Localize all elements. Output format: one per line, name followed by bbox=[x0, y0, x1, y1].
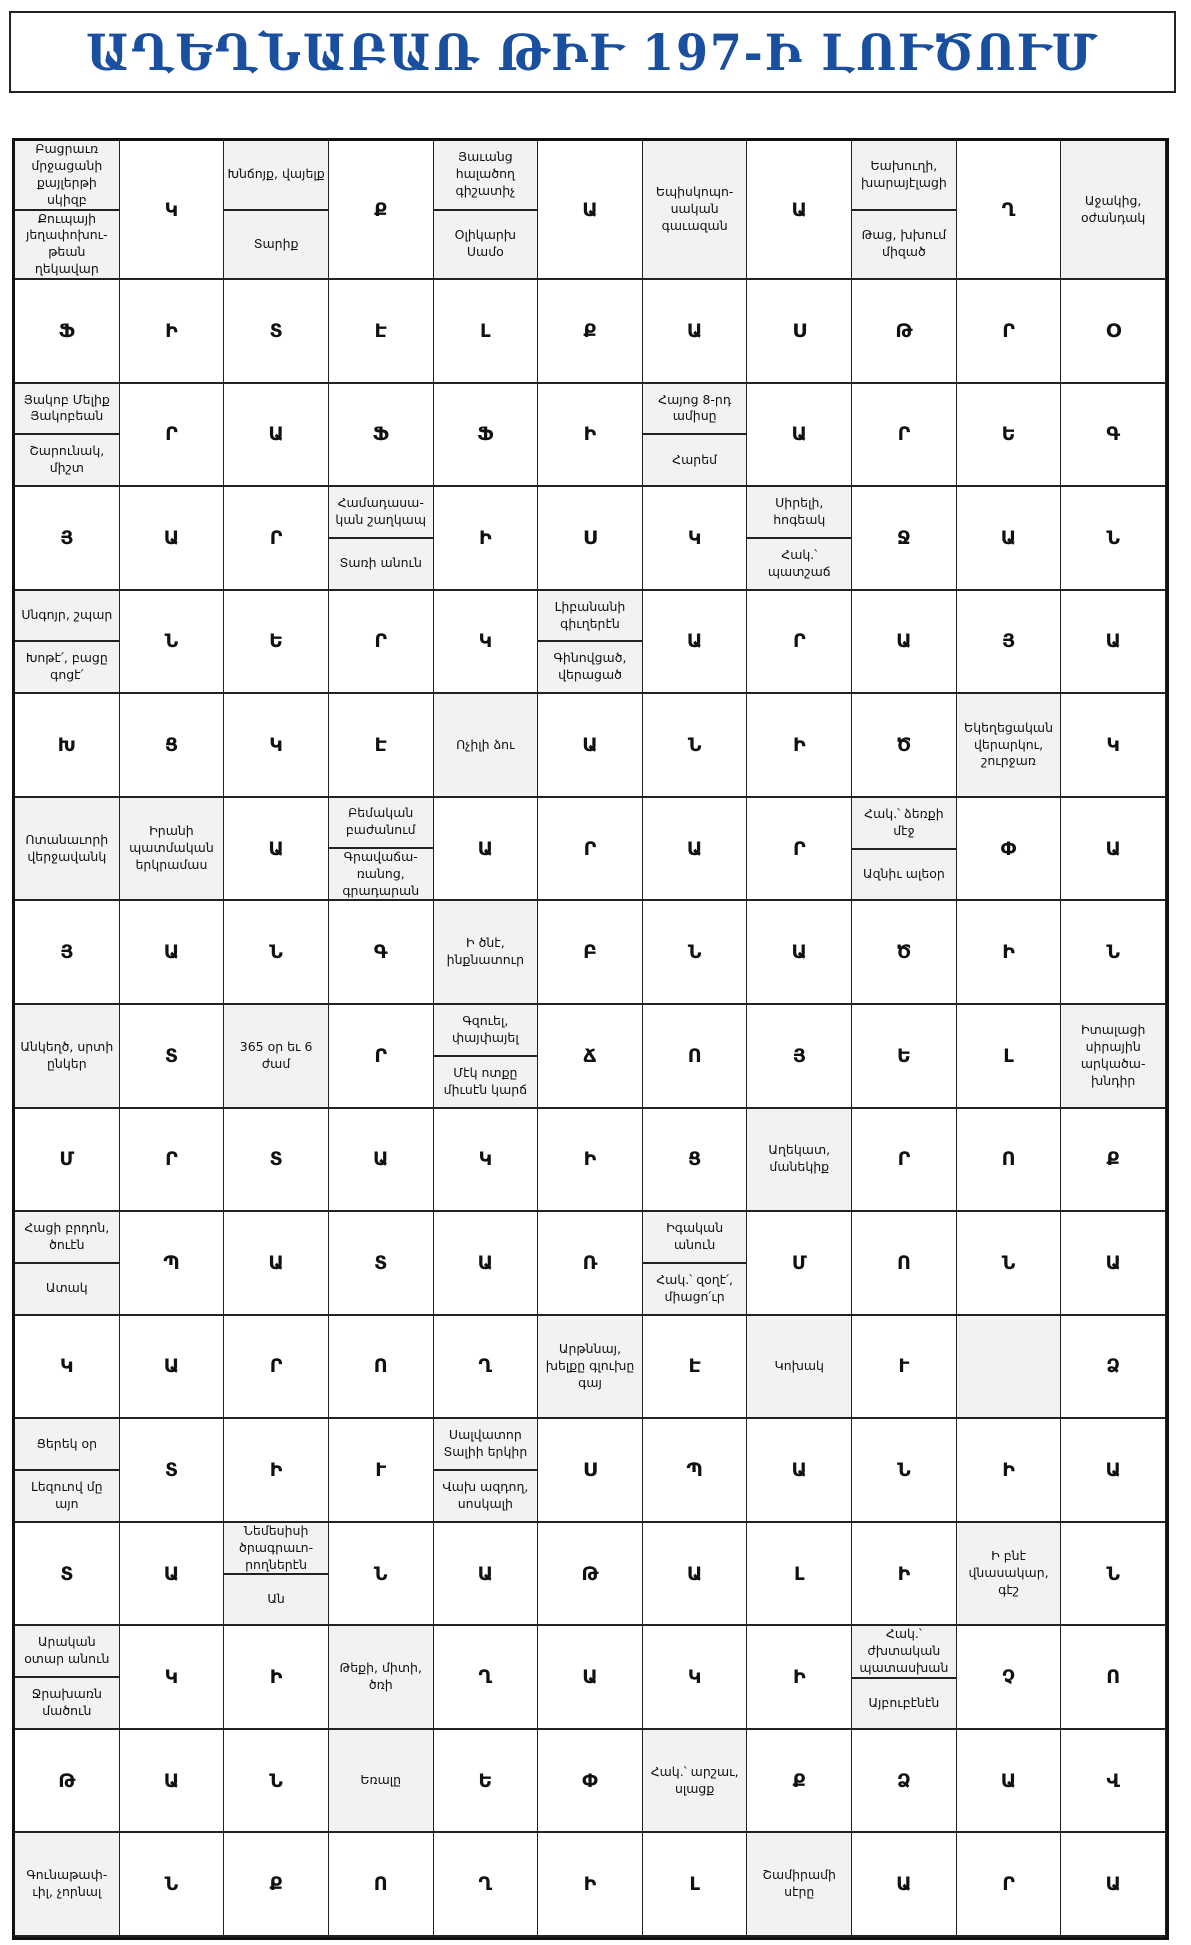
letter-cell[interactable]: Ա bbox=[434, 798, 539, 902]
letter-cell[interactable]: Ա bbox=[1061, 1212, 1166, 1316]
letter-cell[interactable]: Ձ bbox=[1061, 1316, 1166, 1420]
clue-text: Հակ.՝ արշաւ, սլացք bbox=[650, 1763, 739, 1796]
double-clue-cell bbox=[15, 1626, 120, 1730]
letter-cell[interactable]: Ն bbox=[120, 1833, 225, 1937]
letter-cell[interactable]: Կ bbox=[643, 1626, 748, 1730]
letter-cell[interactable]: Ա bbox=[747, 384, 852, 488]
letter-cell[interactable]: Ա bbox=[434, 1212, 539, 1316]
letter-cell[interactable]: Խ bbox=[15, 694, 120, 798]
clue-text: Իտալացի սիրային արկածա-խնդիր bbox=[1080, 1021, 1146, 1088]
clue-text-top: Հակ.՝ ձեռքի մէջ bbox=[852, 798, 956, 850]
clue-text-bottom: Այբուբէնէն bbox=[868, 1694, 940, 1710]
clue-cell bbox=[538, 1316, 643, 1420]
letter-cell[interactable]: Ա bbox=[224, 384, 329, 488]
letter-cell[interactable]: Ք bbox=[1061, 1109, 1166, 1213]
double-clue-cell bbox=[15, 591, 120, 695]
letter-cell[interactable]: Ճ bbox=[538, 1005, 643, 1109]
title-banner bbox=[9, 11, 1176, 93]
clue-cell bbox=[643, 1730, 748, 1834]
double-clue-cell bbox=[329, 798, 434, 902]
letter-cell[interactable]: Տ bbox=[15, 1523, 120, 1627]
letter-cell[interactable]: Ր bbox=[329, 591, 434, 695]
letter-cell[interactable]: Ն bbox=[1061, 1523, 1166, 1627]
letter-cell[interactable]: Լ bbox=[957, 1005, 1062, 1109]
letter-cell[interactable]: Ո bbox=[329, 1316, 434, 1420]
letter-cell[interactable]: Ա bbox=[538, 1626, 643, 1730]
double-clue-cell bbox=[329, 487, 434, 591]
clue-text: Կոխակ bbox=[774, 1357, 824, 1373]
letter-cell[interactable]: Գ bbox=[329, 901, 434, 1005]
clue-text-bottom: Օլիկարխ Սամօ bbox=[454, 227, 517, 260]
letter-cell[interactable]: Ա bbox=[120, 487, 225, 591]
letter-cell[interactable]: Ա bbox=[852, 591, 957, 695]
clue-text: Թեքի, միտի, ծռի bbox=[339, 1660, 422, 1693]
letter-cell[interactable]: Ք bbox=[329, 141, 434, 280]
letter-cell[interactable]: Ր bbox=[538, 798, 643, 902]
letter-cell[interactable]: Ա bbox=[224, 798, 329, 902]
clue-text-top: Բացրաւռ մրջացանի քայլերթի սկիզբ bbox=[15, 141, 119, 211]
letter-cell[interactable]: Ո bbox=[643, 1005, 748, 1109]
letter-cell[interactable]: Ն bbox=[643, 694, 748, 798]
clue-text-top: Հայոց 8-րդ ամիսը bbox=[643, 384, 747, 436]
letter-cell[interactable]: Կ bbox=[15, 1316, 120, 1420]
clue-text-top: Հացի բրդոն, ծուէն bbox=[15, 1212, 119, 1264]
letter-cell[interactable]: Ի bbox=[434, 487, 539, 591]
clue-cell bbox=[747, 1316, 852, 1420]
letter-cell[interactable]: Թ bbox=[538, 1523, 643, 1627]
letter-cell[interactable]: Է bbox=[329, 694, 434, 798]
letter-cell[interactable]: Ի bbox=[957, 901, 1062, 1005]
double-clue-cell bbox=[852, 141, 957, 280]
double-clue-cell bbox=[434, 141, 539, 280]
clue-text: Եռալը bbox=[360, 1772, 402, 1788]
letter-cell[interactable]: Լ bbox=[747, 1523, 852, 1627]
letter-cell[interactable]: Ր bbox=[747, 591, 852, 695]
double-clue-cell bbox=[538, 591, 643, 695]
clue-cell bbox=[15, 798, 120, 902]
clue-cell bbox=[957, 694, 1062, 798]
letter-cell[interactable]: Լ bbox=[434, 280, 539, 384]
letter-cell[interactable]: Ձ bbox=[852, 1730, 957, 1834]
double-clue-cell bbox=[15, 1419, 120, 1523]
letter-cell[interactable]: Կ bbox=[120, 1626, 225, 1730]
clue-cell bbox=[434, 694, 539, 798]
letter-cell[interactable]: Կ bbox=[224, 694, 329, 798]
letter-cell[interactable]: Ց bbox=[643, 1109, 748, 1213]
letter-cell[interactable]: Ի bbox=[538, 1833, 643, 1937]
letter-cell[interactable]: Ր bbox=[224, 487, 329, 591]
letter-cell[interactable]: Ն bbox=[957, 1212, 1062, 1316]
letter-cell[interactable]: Ֆ bbox=[329, 384, 434, 488]
letter-cell[interactable]: Ս bbox=[747, 280, 852, 384]
double-clue-cell bbox=[434, 1005, 539, 1109]
clue-text: Գունաթափ-ւիլ, չորնալ bbox=[26, 1867, 108, 1900]
double-clue-cell bbox=[15, 1212, 120, 1316]
clue-text-bottom: Գինովցած, վերացած bbox=[553, 650, 627, 683]
letter-cell[interactable]: Ա bbox=[643, 280, 748, 384]
clue-text-top: Գզուել, փայփայել bbox=[434, 1005, 538, 1057]
clue-text-top: Ցերեկ օր bbox=[15, 1419, 119, 1471]
letter-cell[interactable]: Ի bbox=[852, 1523, 957, 1627]
letter-cell[interactable]: Ե bbox=[957, 384, 1062, 488]
double-clue-cell bbox=[643, 384, 748, 488]
clue-text-top: Յաւանց հալածող գիշատիչ bbox=[434, 141, 538, 211]
letter-cell[interactable]: Ն bbox=[1061, 487, 1166, 591]
letter-cell[interactable]: Ռ bbox=[538, 1212, 643, 1316]
letter-cell[interactable]: Կ bbox=[434, 1109, 539, 1213]
double-clue-cell bbox=[434, 1419, 539, 1523]
letter-cell[interactable]: Ի bbox=[224, 1626, 329, 1730]
letter-cell[interactable]: Ա bbox=[1061, 1419, 1166, 1523]
letter-cell[interactable]: Ա bbox=[120, 1316, 225, 1420]
letter-cell[interactable]: Ս bbox=[538, 487, 643, 591]
clue-text-bottom: Լեզուով մը այո bbox=[31, 1478, 103, 1511]
letter-cell[interactable]: Պ bbox=[643, 1419, 748, 1523]
page-title: ԱՂԵՂՆԱԲԱՌ ԹԻՒ 197-Ի ԼՈՒԾՈՒՄ bbox=[86, 22, 1099, 82]
clue-cell bbox=[747, 1109, 852, 1213]
letter-cell[interactable]: Տ bbox=[329, 1212, 434, 1316]
clue-text-top: Նեմեսիսի ծրագրաւո-րողներէն bbox=[224, 1523, 328, 1576]
letter-cell[interactable]: Տ bbox=[224, 1109, 329, 1213]
clue-text-top: Իգական անուն bbox=[643, 1212, 747, 1264]
letter-cell[interactable]: Ա bbox=[1061, 798, 1166, 902]
letter-cell[interactable]: Փ bbox=[957, 798, 1062, 902]
letter-cell[interactable]: Ֆ bbox=[15, 280, 120, 384]
letter-cell[interactable]: Ք bbox=[224, 1833, 329, 1937]
letter-cell[interactable]: Թ bbox=[15, 1730, 120, 1834]
letter-cell[interactable]: Տ bbox=[224, 280, 329, 384]
letter-cell[interactable]: Ջ bbox=[852, 487, 957, 591]
letter-cell[interactable]: Ի bbox=[747, 1626, 852, 1730]
letter-cell[interactable]: Յ bbox=[15, 901, 120, 1005]
letter-cell[interactable]: Ղ bbox=[957, 141, 1062, 280]
clue-text: Ոտանաւորի վերջավանկ bbox=[25, 831, 109, 864]
letter-cell[interactable]: Ա bbox=[224, 1212, 329, 1316]
letter-cell[interactable]: Յ bbox=[747, 1005, 852, 1109]
letter-cell[interactable]: Ա bbox=[1061, 1833, 1166, 1937]
letter-cell[interactable]: Ա bbox=[120, 1730, 225, 1834]
letter-cell[interactable]: Ա bbox=[120, 1523, 225, 1627]
letter-cell[interactable]: Ր bbox=[224, 1316, 329, 1420]
letter-cell[interactable]: Ա bbox=[538, 141, 643, 280]
letter-cell[interactable]: Է bbox=[329, 280, 434, 384]
letter-cell[interactable]: Ե bbox=[224, 591, 329, 695]
clue-text-top: Խնճոյք, վայելք bbox=[224, 141, 328, 211]
letter-cell[interactable]: Կ bbox=[434, 591, 539, 695]
clue-text: Շամիրամի սէրը bbox=[762, 1867, 836, 1900]
clue-cell bbox=[329, 1730, 434, 1834]
clue-text-top: Համադասա-կան շաղկապ bbox=[329, 487, 433, 539]
letter-cell[interactable]: Ր bbox=[120, 384, 225, 488]
letter-cell[interactable]: Կ bbox=[1061, 694, 1166, 798]
letter-cell[interactable]: Կ bbox=[120, 141, 225, 280]
letter-cell[interactable]: Յ bbox=[15, 487, 120, 591]
letter-cell[interactable]: Ն bbox=[224, 1730, 329, 1834]
letter-cell[interactable]: Ի bbox=[957, 1419, 1062, 1523]
clue-text-top: Բեմական բաժանում bbox=[329, 798, 433, 849]
letter-cell[interactable]: Ո bbox=[957, 1109, 1062, 1213]
clue-text: Ի բնէ վնասակար, գէշ bbox=[968, 1548, 1049, 1597]
letter-cell[interactable]: Ն bbox=[852, 1419, 957, 1523]
double-clue-cell bbox=[643, 1212, 748, 1316]
clue-cell bbox=[15, 1005, 120, 1109]
clue-text-top: Հակ.՝ ժխտական պատասխան bbox=[852, 1626, 956, 1679]
double-clue-cell bbox=[15, 384, 120, 488]
letter-cell[interactable]: Է bbox=[643, 1316, 748, 1420]
clue-text-bottom: Տառի անուն bbox=[339, 555, 422, 571]
letter-cell[interactable]: Ա bbox=[434, 1523, 539, 1627]
clue-text-bottom: Մէկ ոտքը միւսէն կարճ bbox=[443, 1064, 528, 1097]
clue-text: Անկեղծ, սրտի ընկեր bbox=[20, 1038, 114, 1071]
clue-text-top: Սնգոյր, շպար bbox=[15, 591, 119, 643]
double-clue-cell bbox=[852, 798, 957, 902]
letter-cell[interactable]: Ք bbox=[538, 280, 643, 384]
clue-cell bbox=[120, 798, 225, 902]
clue-text: Արթննայ, խելքը գլուխը գայ bbox=[545, 1341, 635, 1390]
letter-cell[interactable]: Ո bbox=[1061, 1626, 1166, 1730]
letter-cell[interactable]: Ա bbox=[747, 1419, 852, 1523]
letter-cell[interactable]: Մ bbox=[15, 1109, 120, 1213]
letter-cell[interactable]: Ր bbox=[852, 1109, 957, 1213]
clue-text: 365 օր եւ 6 ժամ bbox=[239, 1038, 313, 1071]
letter-cell[interactable]: Ա bbox=[957, 1730, 1062, 1834]
letter-cell[interactable]: Տ bbox=[120, 1419, 225, 1523]
letter-cell[interactable]: Ծ bbox=[852, 694, 957, 798]
clue-cell bbox=[15, 1833, 120, 1937]
clue-text-bottom: Գրավաճա-ռանոց, գրադարան bbox=[342, 848, 420, 898]
clue-text: Եկեղեցական վերարկու, շուրջառ bbox=[964, 719, 1054, 769]
clue-text: Իրանի պատմական երկրամաս bbox=[129, 823, 214, 873]
clue-text-bottom: Հակ.՝ զօղէ՛, միացո՛ւր bbox=[656, 1271, 734, 1304]
letter-cell[interactable]: Ր bbox=[957, 1833, 1062, 1937]
letter-cell[interactable]: Ի bbox=[538, 1109, 643, 1213]
letter-cell[interactable]: Ց bbox=[120, 694, 225, 798]
letter-cell[interactable]: Յ bbox=[957, 591, 1062, 695]
clue-cell bbox=[1061, 1005, 1166, 1109]
letter-cell[interactable]: Ա bbox=[329, 1109, 434, 1213]
double-clue-cell bbox=[747, 487, 852, 591]
letter-cell[interactable]: Ն bbox=[329, 1523, 434, 1627]
letter-cell[interactable]: Ա bbox=[957, 487, 1062, 591]
clue-text-top: Եախուղի, խարայէլացի bbox=[852, 141, 956, 211]
letter-cell[interactable]: Թ bbox=[852, 280, 957, 384]
letter-cell[interactable]: Լ bbox=[643, 1833, 748, 1937]
letter-cell[interactable]: Բ bbox=[538, 901, 643, 1005]
clue-text-bottom: Ազնիւ ալեօր bbox=[863, 866, 945, 882]
letter-cell[interactable]: Ր bbox=[957, 280, 1062, 384]
letter-cell[interactable]: Փ bbox=[538, 1730, 643, 1834]
letter-cell[interactable]: Գ bbox=[1061, 384, 1166, 488]
clue-text: Աղեկատ, մանեկիք bbox=[768, 1142, 831, 1175]
letter-cell[interactable]: Ի bbox=[538, 384, 643, 488]
letter-cell[interactable]: Ն bbox=[224, 901, 329, 1005]
clue-text-top: Յակոբ Մելիք Յակոբեան bbox=[15, 384, 119, 436]
clue-text-bottom: Վախ ազդող, սոսկալի bbox=[442, 1478, 529, 1511]
letter-cell[interactable]: Ե bbox=[434, 1730, 539, 1834]
letter-cell[interactable]: Ս bbox=[538, 1419, 643, 1523]
letter-cell[interactable]: Ր bbox=[120, 1109, 225, 1213]
clue-cell bbox=[747, 1833, 852, 1937]
double-clue-cell bbox=[852, 1626, 957, 1730]
clue-text: Ի ծնէ, ինքնատուր bbox=[446, 935, 525, 968]
letter-cell[interactable]: Ֆ bbox=[434, 384, 539, 488]
letter-cell[interactable]: Ւ bbox=[852, 1316, 957, 1420]
letter-cell[interactable]: Չ bbox=[957, 1626, 1062, 1730]
letter-cell[interactable]: Ք bbox=[747, 1730, 852, 1834]
letter-cell[interactable]: Ա bbox=[643, 591, 748, 695]
double-clue-cell bbox=[224, 141, 329, 280]
letter-cell[interactable]: Ւ bbox=[329, 1419, 434, 1523]
clue-text-bottom: Ան bbox=[267, 1591, 285, 1607]
letter-cell[interactable]: Ղ bbox=[434, 1316, 539, 1420]
letter-cell[interactable]: Օ bbox=[1061, 280, 1166, 384]
clue-text-bottom: Շարունակ, միշտ bbox=[29, 443, 105, 476]
clue-text-top: Արական օտար անուն bbox=[15, 1626, 119, 1678]
letter-cell[interactable]: Տ bbox=[120, 1005, 225, 1109]
letter-cell[interactable]: Ե bbox=[852, 1005, 957, 1109]
letter-cell[interactable]: Ա bbox=[747, 141, 852, 280]
clue-text-bottom: Թաց, խխում միզած bbox=[861, 227, 947, 260]
letter-cell[interactable]: Ա bbox=[120, 901, 225, 1005]
clue-text-bottom: Քուպայի յեղափոխու-թեան ղեկավար bbox=[25, 210, 108, 277]
clue-text: Աջակից, օժանդակ bbox=[1081, 192, 1146, 225]
crossword-grid bbox=[12, 138, 1169, 1940]
letter-cell[interactable]: Ա bbox=[747, 901, 852, 1005]
letter-cell[interactable]: Ի bbox=[224, 1419, 329, 1523]
letter-cell[interactable]: Ծ bbox=[852, 901, 957, 1005]
letter-cell[interactable]: Ա bbox=[538, 694, 643, 798]
letter-cell[interactable]: Ա bbox=[643, 1523, 748, 1627]
letter-cell[interactable]: Ր bbox=[329, 1005, 434, 1109]
clue-cell bbox=[434, 901, 539, 1005]
clue-text-top: Սիրելի, հոգեակ bbox=[747, 487, 851, 539]
clue-text-bottom: Տարիք bbox=[253, 235, 299, 251]
clue-text-top: Լիբանանի գիւղերէն bbox=[538, 591, 642, 643]
clue-text-bottom: Ջրախառն մածուն bbox=[31, 1686, 102, 1718]
clue-text: Ոչիլի ձու bbox=[456, 736, 515, 752]
letter-cell[interactable]: Ա bbox=[852, 1833, 957, 1937]
double-clue-cell bbox=[15, 141, 120, 280]
blank-cell bbox=[957, 1316, 1062, 1420]
clue-cell bbox=[329, 1626, 434, 1730]
clue-text-bottom: Հակ.՝ պատշաճ bbox=[767, 546, 831, 579]
letter-cell[interactable]: Մ bbox=[747, 1212, 852, 1316]
letter-cell[interactable]: Ի bbox=[120, 280, 225, 384]
clue-text: Եպիսկոպո-սական գաւազան bbox=[655, 184, 734, 233]
letter-cell[interactable]: Ր bbox=[747, 798, 852, 902]
letter-cell[interactable]: Ր bbox=[852, 384, 957, 488]
letter-cell[interactable]: Ո bbox=[852, 1212, 957, 1316]
clue-cell bbox=[957, 1523, 1062, 1627]
letter-cell[interactable]: Ա bbox=[643, 798, 748, 902]
clue-text-top: Սալվատոր Տալիի երկիր bbox=[434, 1419, 538, 1471]
clue-cell bbox=[224, 1005, 329, 1109]
letter-cell[interactable]: Ն bbox=[120, 591, 225, 695]
letter-cell[interactable]: Կ bbox=[643, 487, 748, 591]
letter-cell[interactable]: Վ bbox=[1061, 1730, 1166, 1834]
double-clue-cell bbox=[224, 1523, 329, 1627]
clue-text-bottom: Հարեմ bbox=[672, 451, 718, 467]
letter-cell[interactable]: Ն bbox=[1061, 901, 1166, 1005]
letter-cell[interactable]: Ո bbox=[329, 1833, 434, 1937]
clue-cell bbox=[1061, 141, 1166, 280]
clue-text-bottom: Ատակ bbox=[45, 1280, 88, 1296]
letter-cell[interactable]: Ա bbox=[1061, 591, 1166, 695]
letter-cell[interactable]: Պ bbox=[120, 1212, 225, 1316]
letter-cell[interactable]: Ղ bbox=[434, 1833, 539, 1937]
letter-cell[interactable]: Ղ bbox=[434, 1626, 539, 1730]
clue-cell bbox=[643, 141, 748, 280]
letter-cell[interactable]: Ի bbox=[747, 694, 852, 798]
letter-cell[interactable]: Ն bbox=[643, 901, 748, 1005]
clue-text-bottom: Խոթէ՛, բացը գոցէ՛ bbox=[25, 650, 108, 683]
